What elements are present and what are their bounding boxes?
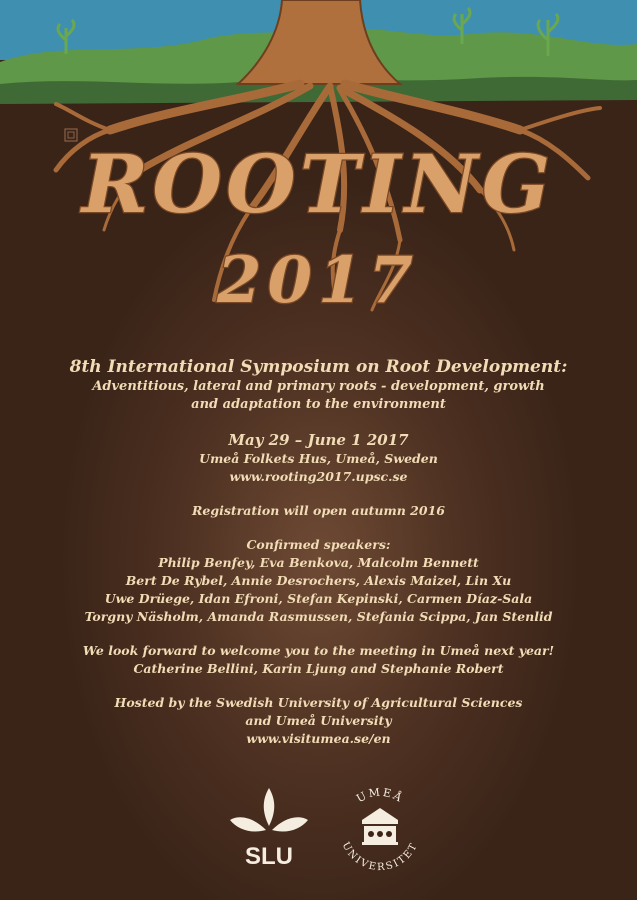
speakers-line: Uwe Drüege, Idan Efroni, Stefan Kepinski, Carmen Díaz-Sala (104, 591, 533, 606)
speakers-label: Confirmed speakers: (246, 537, 391, 552)
symposium-subtitle-line1: Adventitious, lateral and primary roots - development, growth (92, 379, 545, 394)
host-line2: and Umeå University (245, 713, 392, 728)
host-website: www.visitumea.se/en (246, 731, 391, 746)
slu-text: SLU (245, 843, 293, 870)
artist-mark-icon (64, 128, 78, 142)
umu-bottom-text: UNIVERSITET (339, 840, 421, 874)
speakers-line: Philip Benfey, Eva Benkova, Malcolm Bennett (158, 555, 479, 570)
speakers-line: Bert De Rybel, Annie Desrochers, Alexis Maizel, Lin Xu (125, 573, 512, 588)
umu-top-text: UMEÅ (354, 785, 406, 806)
event-website: www.rooting2017.upsc.se (229, 469, 408, 484)
title-year: 2017 (216, 243, 420, 318)
slu-leaf-center (264, 788, 275, 826)
slu-leaf-right (272, 817, 308, 831)
event-dates: May 29 – June 1 2017 (228, 431, 409, 449)
symposium-subtitle-line2: and adaptation to the environment (191, 397, 446, 412)
registration-note: Registration will open autumn 2016 (192, 503, 445, 518)
host-line1: Hosted by the Swedish University of Agricultural Sciences (114, 695, 523, 710)
speakers-line: Torgny Näsholm, Amanda Rasmussen, Stefania Scippa, Jan Stenlid (84, 609, 553, 624)
symposium-text (20, 356, 617, 748)
umu-logo (330, 780, 430, 880)
slu-leaf-left (230, 817, 266, 831)
organizers: Catherine Bellini, Karin Ljung and Stephanie Robert (133, 661, 504, 676)
event-venue: Umeå Folkets Hus, Umeå, Sweden (199, 451, 438, 466)
umu-building-icon (362, 808, 398, 845)
title-word: ROOTING (81, 137, 555, 231)
welcome-message: We look forward to welcome you to the meeting in Umeå next year! (82, 643, 555, 658)
slu-logo (226, 786, 312, 872)
symposium-heading: 8th International Symposium on Root Development: (69, 357, 568, 377)
